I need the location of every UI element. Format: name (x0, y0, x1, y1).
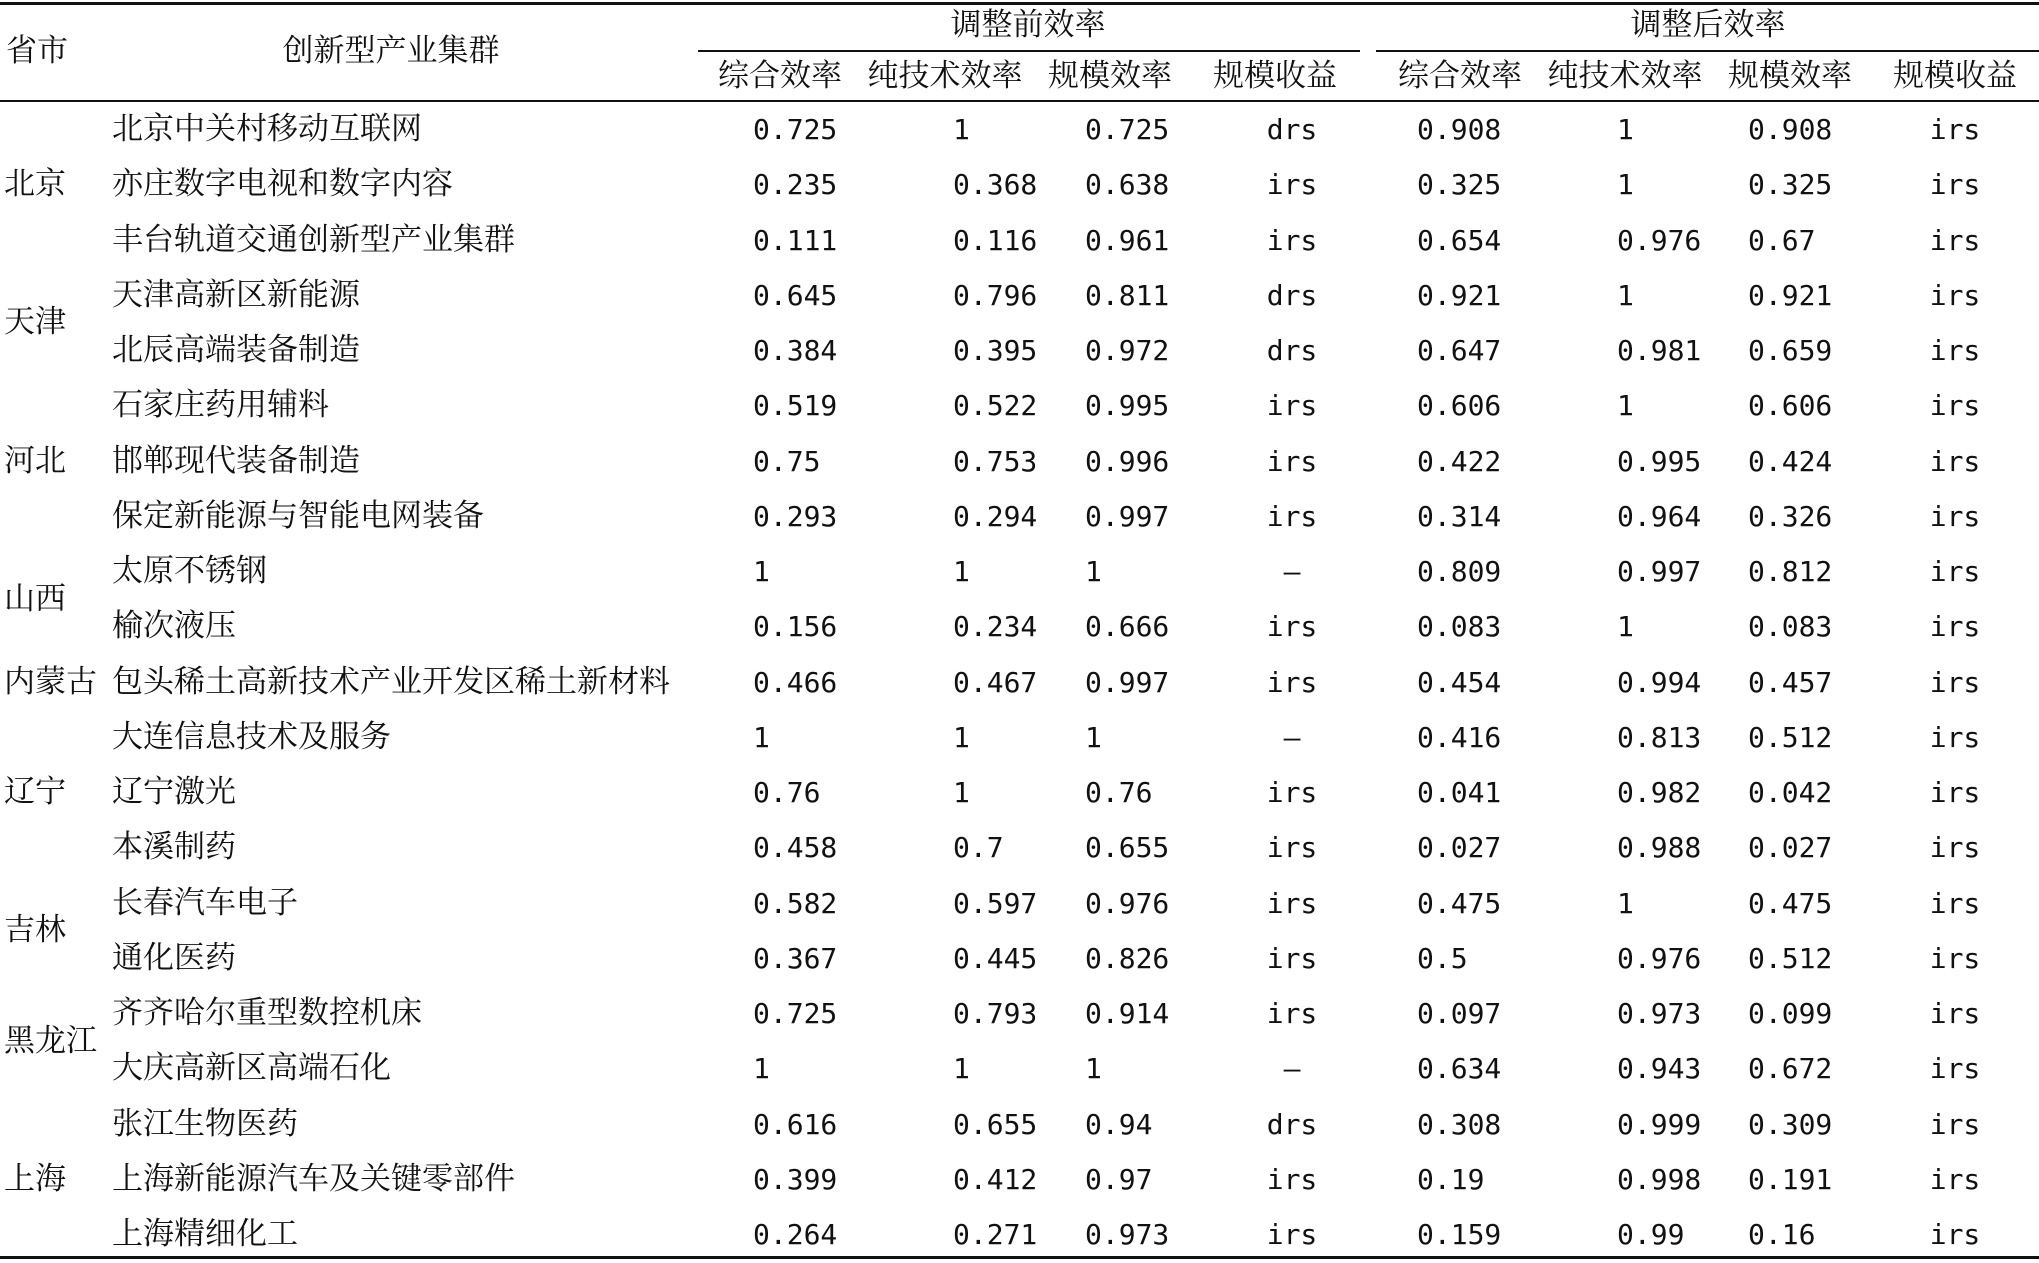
header-bottom-rule (0, 100, 2039, 102)
cell-before-overall: 1 (753, 720, 770, 754)
bottom-rule (0, 1256, 2039, 1259)
cell-before-scale: 0.972 (1085, 334, 1170, 367)
cell-before-scale: 0.725 (1085, 113, 1170, 146)
cell-after-returns: irs (1929, 610, 1981, 644)
cell-before-returns: — (1283, 720, 1301, 754)
cell-before-pure-tech: 1 (953, 555, 970, 588)
cell-after-pure-tech: 0.976 (1617, 223, 1702, 257)
cell-after-pure-tech: 0.995 (1617, 444, 1702, 478)
cell-after-overall: 0.314 (1417, 499, 1502, 533)
cell-before-scale: 1 (1085, 1052, 1102, 1086)
cell-after-overall: 0.097 (1417, 997, 1502, 1030)
cell-after-returns: irs (1929, 831, 1981, 865)
cell-before-scale: 0.995 (1085, 389, 1170, 423)
cell-before-pure-tech: 0.796 (953, 278, 1038, 312)
cell-after-overall: 0.454 (1417, 665, 1502, 699)
top-rule (0, 2, 2039, 5)
header-cluster: 创新型产业集群 (282, 33, 500, 69)
cell-before-pure-tech: 0.271 (953, 1218, 1038, 1251)
cell-after-scale: 0.812 (1748, 555, 1833, 588)
cell-before-scale: 0.914 (1085, 997, 1170, 1030)
cell-before-pure-tech: 0.368 (953, 168, 1038, 202)
cell-after-scale: 0.606 (1748, 389, 1833, 423)
cell-after-returns: irs (1929, 334, 1981, 367)
province-label: 黑龙江 (4, 1022, 97, 1059)
cell-before-returns: irs (1266, 776, 1318, 809)
cluster-name: 保定新能源与智能电网装备 (112, 497, 484, 534)
cell-before-overall: 0.725 (753, 997, 838, 1030)
cell-before-overall: 0.725 (753, 113, 838, 146)
cluster-name: 丰台轨道交通创新型产业集群 (112, 221, 515, 258)
after-group-rule (1376, 50, 2039, 52)
cell-before-returns: irs (1266, 665, 1318, 699)
cell-after-scale: 0.326 (1748, 499, 1833, 533)
province-label: 天津 (4, 304, 66, 341)
cell-before-pure-tech: 0.234 (953, 610, 1038, 644)
cell-after-pure-tech: 1 (1617, 389, 1634, 423)
cell-after-scale: 0.325 (1748, 168, 1833, 202)
province-label: 上海 (4, 1160, 66, 1197)
cell-before-returns: irs (1266, 223, 1318, 257)
cell-after-overall: 0.416 (1417, 720, 1502, 754)
cluster-name: 亦庄数字电视和数字内容 (112, 166, 453, 203)
cell-after-overall: 0.654 (1417, 223, 1502, 257)
header-before-overall: 综合效率 (718, 58, 842, 94)
cell-after-scale: 0.191 (1748, 1162, 1833, 1196)
cell-before-scale: 1 (1085, 555, 1102, 588)
cell-before-overall: 0.111 (753, 223, 838, 257)
cell-before-pure-tech: 1 (953, 1052, 970, 1086)
cell-before-scale: 0.997 (1085, 665, 1170, 699)
cell-before-returns: irs (1266, 941, 1318, 975)
cell-before-scale: 0.826 (1085, 941, 1170, 975)
cell-after-overall: 0.027 (1417, 831, 1502, 865)
cell-after-overall: 0.19 (1417, 1162, 1485, 1196)
cell-after-returns: irs (1929, 1052, 1981, 1086)
cell-after-pure-tech: 0.994 (1617, 665, 1702, 699)
cell-before-scale: 0.76 (1085, 776, 1153, 809)
cell-before-pure-tech: 0.467 (953, 665, 1038, 699)
cell-after-pure-tech: 0.964 (1617, 499, 1702, 533)
cell-after-returns: irs (1929, 665, 1981, 699)
cell-after-scale: 0.042 (1748, 776, 1833, 809)
before-group-rule (698, 50, 1360, 52)
cell-after-pure-tech: 0.973 (1617, 997, 1702, 1030)
cell-before-overall: 0.156 (753, 610, 838, 644)
cell-before-scale: 0.976 (1085, 886, 1170, 920)
cell-before-overall: 0.76 (753, 776, 821, 809)
cluster-name: 邯郸现代装备制造 (112, 442, 360, 479)
cluster-name: 齐齐哈尔重型数控机床 (112, 995, 422, 1031)
cell-before-overall: 0.466 (753, 665, 838, 699)
cell-after-pure-tech: 0.813 (1617, 720, 1702, 754)
cell-before-returns: drs (1266, 334, 1318, 367)
cell-after-pure-tech: 0.943 (1617, 1052, 1702, 1086)
cell-before-scale: 0.666 (1085, 610, 1170, 644)
cell-before-returns: irs (1266, 610, 1318, 644)
cluster-name: 本溪制药 (112, 829, 236, 866)
cluster-name: 大庆高新区高端石化 (112, 1050, 391, 1087)
cluster-name: 太原不锈钢 (112, 553, 267, 589)
cell-after-pure-tech: 0.976 (1617, 941, 1702, 975)
cell-before-returns: irs (1266, 389, 1318, 423)
cell-after-pure-tech: 0.998 (1617, 1162, 1702, 1196)
cluster-name: 辽宁激光 (112, 774, 236, 810)
header-before-scale: 规模效率 (1048, 58, 1172, 94)
cell-after-returns: irs (1929, 941, 1981, 975)
cell-after-scale: 0.424 (1748, 444, 1833, 478)
cell-after-scale: 0.099 (1748, 997, 1833, 1030)
cell-before-scale: 0.961 (1085, 223, 1170, 257)
header-after-scale: 规模效率 (1728, 58, 1852, 94)
cell-before-returns: irs (1266, 1162, 1318, 1196)
cell-before-pure-tech: 0.7 (953, 831, 1004, 865)
cell-after-scale: 0.67 (1748, 223, 1816, 257)
cell-before-pure-tech: 0.294 (953, 499, 1038, 533)
cell-before-overall: 0.399 (753, 1162, 838, 1196)
cell-after-returns: irs (1929, 997, 1981, 1030)
cluster-name: 上海新能源汽车及关键零部件 (112, 1160, 515, 1197)
province-label: 河北 (4, 442, 66, 479)
cell-after-pure-tech: 0.999 (1617, 1107, 1702, 1141)
cell-after-overall: 0.921 (1417, 278, 1502, 312)
header-after-returns: 规模收益 (1893, 58, 2017, 94)
cell-before-scale: 0.638 (1085, 168, 1170, 202)
cell-before-returns: irs (1266, 168, 1318, 202)
province-label: 山西 (4, 580, 66, 617)
cell-after-returns: irs (1929, 223, 1981, 257)
cell-before-overall: 0.582 (753, 886, 838, 920)
cell-before-overall: 1 (753, 555, 770, 588)
cell-before-overall: 0.235 (753, 168, 838, 202)
cell-before-pure-tech: 0.753 (953, 444, 1038, 478)
cluster-name: 北京中关村移动互联网 (112, 111, 422, 147)
cell-after-returns: irs (1929, 776, 1981, 809)
province-label: 内蒙古 (4, 663, 97, 700)
cell-after-scale: 0.512 (1748, 720, 1833, 754)
cell-after-overall: 0.308 (1417, 1107, 1502, 1141)
cell-before-returns: drs (1266, 1107, 1318, 1141)
province-label: 吉林 (4, 912, 66, 949)
cell-before-scale: 0.996 (1085, 444, 1170, 478)
cell-before-overall: 1 (753, 1052, 770, 1086)
cluster-name: 大连信息技术及服务 (112, 718, 391, 755)
cell-before-overall: 0.75 (753, 444, 821, 478)
header-after-group: 调整后效率 (1630, 7, 1786, 43)
cell-before-returns: irs (1266, 499, 1318, 533)
cell-before-scale: 0.973 (1085, 1218, 1170, 1251)
cell-before-pure-tech: 0.655 (953, 1107, 1038, 1141)
cell-before-pure-tech: 0.395 (953, 334, 1038, 367)
cell-before-returns: irs (1266, 886, 1318, 920)
cell-before-pure-tech: 0.597 (953, 886, 1038, 920)
cluster-name: 石家庄药用辅料 (112, 387, 329, 424)
cell-after-pure-tech: 0.997 (1617, 555, 1702, 588)
cell-before-scale: 1 (1085, 720, 1102, 754)
cell-after-overall: 0.647 (1417, 334, 1502, 367)
cell-after-pure-tech: 1 (1617, 278, 1634, 312)
cell-after-returns: irs (1929, 278, 1981, 312)
cell-after-pure-tech: 0.981 (1617, 334, 1702, 367)
header-province: 省市 (6, 33, 68, 69)
cell-before-scale: 0.97 (1085, 1162, 1153, 1196)
cell-after-overall: 0.475 (1417, 886, 1502, 920)
cluster-name: 长春汽车电子 (112, 884, 298, 921)
cell-before-returns: — (1283, 1052, 1301, 1086)
cell-after-overall: 0.908 (1417, 113, 1502, 146)
cluster-name: 北辰高端装备制造 (112, 332, 360, 368)
cell-after-returns: irs (1929, 113, 1981, 146)
cell-after-scale: 0.309 (1748, 1107, 1833, 1141)
cell-after-returns: irs (1929, 1218, 1981, 1251)
cluster-name: 包头稀土高新技术产业开发区稀土新材料 (112, 663, 670, 700)
cell-after-scale: 0.027 (1748, 831, 1833, 865)
cell-before-overall: 0.293 (753, 499, 838, 533)
cell-after-overall: 0.325 (1417, 168, 1502, 202)
cell-before-pure-tech: 0.793 (953, 997, 1038, 1030)
cell-after-overall: 0.606 (1417, 389, 1502, 423)
header-before-group: 调整前效率 (950, 7, 1106, 43)
cell-before-scale: 0.94 (1085, 1107, 1153, 1141)
cell-before-returns: irs (1266, 444, 1318, 478)
cell-before-pure-tech: 0.445 (953, 941, 1038, 975)
cell-after-scale: 0.083 (1748, 610, 1833, 644)
header-before-returns: 规模收益 (1213, 58, 1337, 94)
cell-after-pure-tech: 1 (1617, 886, 1634, 920)
cell-after-overall: 0.083 (1417, 610, 1502, 644)
cell-after-overall: 0.422 (1417, 444, 1502, 478)
cell-before-pure-tech: 1 (953, 776, 970, 809)
cell-after-scale: 0.16 (1748, 1218, 1816, 1251)
cell-after-overall: 0.634 (1417, 1052, 1502, 1086)
cell-after-scale: 0.512 (1748, 941, 1833, 975)
cell-after-returns: irs (1929, 499, 1981, 533)
cell-after-returns: irs (1929, 389, 1981, 423)
province-label: 北京 (4, 166, 66, 203)
cell-before-returns: irs (1266, 997, 1318, 1030)
cell-after-scale: 0.475 (1748, 886, 1833, 920)
cell-after-overall: 0.809 (1417, 555, 1502, 588)
header-after-pure-tech: 纯技术效率 (1547, 58, 1703, 94)
cell-after-scale: 0.672 (1748, 1052, 1833, 1086)
cell-after-pure-tech: 0.988 (1617, 831, 1702, 865)
cluster-name: 通化医药 (112, 939, 236, 976)
province-label: 辽宁 (4, 774, 66, 810)
cell-before-overall: 0.384 (753, 334, 838, 367)
cell-before-returns: irs (1266, 831, 1318, 865)
cell-before-overall: 0.264 (753, 1218, 838, 1251)
cluster-name: 张江生物医药 (112, 1105, 298, 1142)
cell-before-returns: drs (1266, 113, 1318, 146)
cell-before-returns: — (1283, 555, 1301, 588)
cell-after-pure-tech: 1 (1617, 610, 1634, 644)
cell-after-pure-tech: 1 (1617, 113, 1634, 146)
cell-before-pure-tech: 0.412 (953, 1162, 1038, 1196)
cell-before-returns: drs (1266, 278, 1318, 312)
cell-before-returns: irs (1266, 1218, 1318, 1251)
cell-after-scale: 0.457 (1748, 665, 1833, 699)
cell-after-pure-tech: 0.982 (1617, 776, 1702, 809)
cell-before-pure-tech: 1 (953, 720, 970, 754)
cluster-name: 榆次液压 (112, 608, 236, 645)
cell-before-overall: 0.645 (753, 278, 838, 312)
cell-after-pure-tech: 0.99 (1617, 1218, 1685, 1251)
cell-after-returns: irs (1929, 444, 1981, 478)
cell-after-returns: irs (1929, 1107, 1981, 1141)
cell-after-returns: irs (1929, 886, 1981, 920)
cell-after-pure-tech: 1 (1617, 168, 1634, 202)
header-before-pure-tech: 纯技术效率 (867, 58, 1023, 94)
cell-before-pure-tech: 0.116 (953, 223, 1038, 257)
cluster-name: 天津高新区新能源 (112, 276, 360, 313)
cell-after-scale: 0.659 (1748, 334, 1833, 367)
cell-before-overall: 0.367 (753, 941, 838, 975)
cell-after-returns: irs (1929, 720, 1981, 754)
cell-before-scale: 0.811 (1085, 278, 1170, 312)
cell-after-scale: 0.921 (1748, 278, 1833, 312)
cell-after-scale: 0.908 (1748, 113, 1833, 146)
cell-after-returns: irs (1929, 168, 1981, 202)
cell-before-pure-tech: 1 (953, 113, 970, 146)
cell-after-overall: 0.5 (1417, 941, 1468, 975)
cell-before-scale: 0.997 (1085, 499, 1170, 533)
cell-before-overall: 0.458 (753, 831, 838, 865)
cell-after-overall: 0.041 (1417, 776, 1502, 809)
cell-after-returns: irs (1929, 1162, 1981, 1196)
cell-before-scale: 0.655 (1085, 831, 1170, 865)
cell-before-pure-tech: 0.522 (953, 389, 1038, 423)
cell-after-overall: 0.159 (1417, 1218, 1502, 1251)
header-after-overall: 综合效率 (1398, 58, 1522, 94)
cell-before-overall: 0.519 (753, 389, 838, 423)
cell-before-overall: 0.616 (753, 1107, 838, 1141)
cluster-name: 上海精细化工 (112, 1216, 298, 1252)
cell-after-returns: irs (1929, 555, 1981, 588)
